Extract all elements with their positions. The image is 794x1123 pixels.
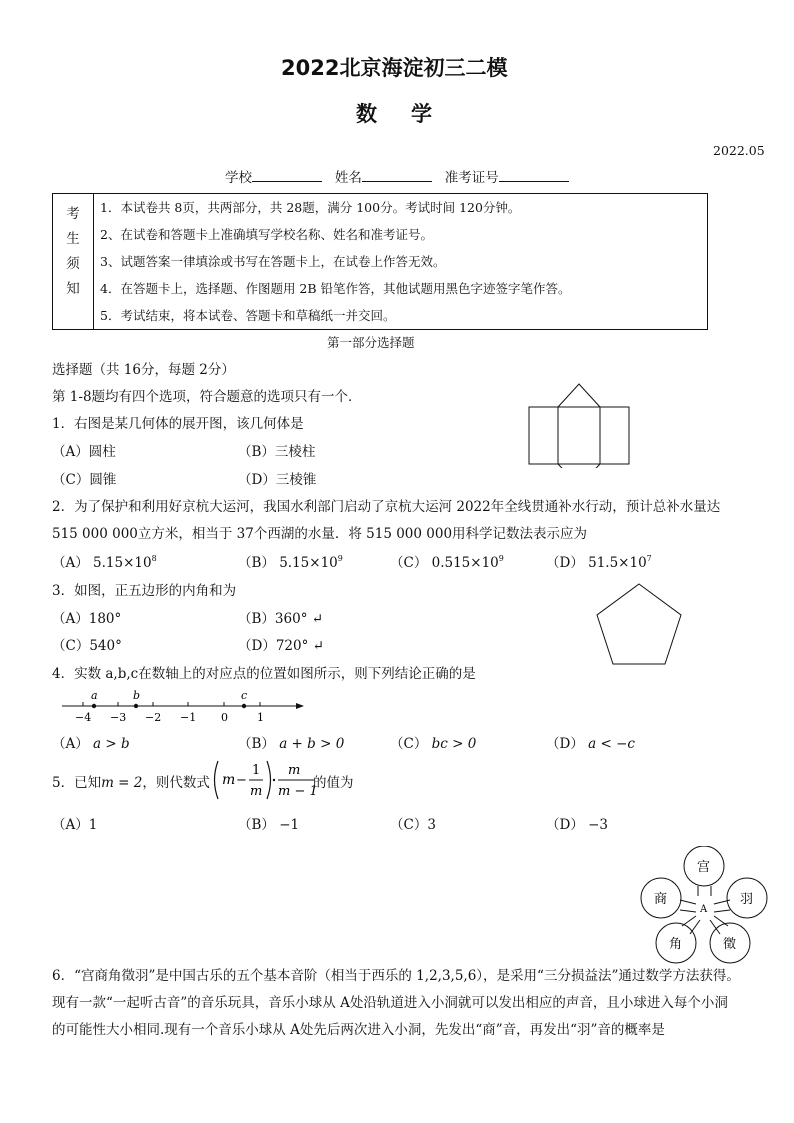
notice-rules <box>94 194 708 330</box>
pentagon-figure <box>592 580 686 670</box>
track-shang <box>680 900 696 912</box>
q4-option-b: （B） a + b > 0 <box>238 736 345 752</box>
school-label: 学校 <box>225 170 252 186</box>
net-top-triangle <box>558 384 600 407</box>
q6-line2: 现有一款“一起听古音”的音乐玩具，音乐小球从 A处沿轨道进入小洞就可以发出相应的声音，且小球进入每个小洞 <box>52 995 728 1011</box>
number-line-arrow <box>296 703 304 709</box>
q2-option-a: （A） $5.15\times 10^8$ <box>52 554 157 571</box>
q3-option-a: （A）180° <box>52 611 122 627</box>
number-line-point-b <box>134 704 138 708</box>
prism-net-figure <box>522 382 662 468</box>
note-jue: 角 <box>669 937 683 952</box>
q4-option-a: （A） a > b <box>52 736 130 752</box>
number-line-point-label: b <box>133 689 141 702</box>
regular-pentagon <box>597 584 681 664</box>
school-blank <box>252 169 322 182</box>
right-paren <box>267 761 271 799</box>
q3-option-b: （B）360° ↵ <box>238 611 324 627</box>
track-zhi <box>710 916 728 934</box>
net-bottom-triangle <box>558 464 600 468</box>
section-title: 选择题（共 16分，每题 2分） <box>52 362 235 378</box>
q4-option-d: （D） a < −c <box>546 736 635 752</box>
notice-rule: 4．在答题卡上，选择题、作图题用 2B 铅笔作答，其他试题用黑色字迹签字笔作答。 <box>100 281 571 296</box>
expr-numerator-2: m <box>288 763 301 778</box>
q5-option-b: （B） −1 <box>238 817 300 833</box>
expr-denominator-2: m − 1 <box>278 784 318 799</box>
q5-option-c: （C）3 <box>390 817 436 833</box>
notice-head-char: 生 <box>66 231 80 247</box>
exam-title: 2022北京海淀初三二模 <box>281 56 508 80</box>
note-zhi: 徵 <box>723 937 737 952</box>
q6-line1: 6．“宫商角徵羽”是中国古乐的五个基本音阶（相当于西乐的 1,2,3,5,6），是采用“三分损益法”通过数学方法获得。 <box>52 968 740 984</box>
number-line-tick-label: −2 <box>145 711 162 724</box>
q5-option-d: （D） −3 <box>546 817 609 833</box>
note-yu: 羽 <box>740 892 754 907</box>
q5-stem-pre: 5．已知m = 2，则代数式 <box>52 775 210 791</box>
number-line-tick-label: 1 <box>257 711 264 724</box>
q2-line1: 2．为了保护和利用好京杭大运河，我国水利部门启动了京杭大运河 2022年全线贯通补水行动，预计总补水量达 <box>52 499 721 515</box>
q2-option-c: （C） $0.515\times 10^9$ <box>390 554 504 571</box>
q1-option-a: （A）圆柱 <box>52 444 116 460</box>
section-instruction: 第 1-8题均有四个选项，符合题意的选项只有一个． <box>52 389 362 405</box>
notice-head-char: 须 <box>66 256 80 272</box>
number-line-tick-label: −3 <box>110 711 127 724</box>
id-label: 准考证号 <box>444 170 499 186</box>
q3-option-c: （C）540° <box>52 638 122 654</box>
id-blank <box>499 169 569 182</box>
q5-stem-post: 的值为 <box>313 775 354 791</box>
expr-numerator-1: 1 <box>252 763 261 778</box>
notice-head-char: 考 <box>66 206 80 222</box>
number-line-tick-label: −4 <box>75 711 92 724</box>
q5-condition: m = 2 <box>101 775 143 791</box>
q4-option-c: （C） bc > 0 <box>390 736 477 752</box>
q1-option-b: （B）三棱柱 <box>238 444 316 460</box>
notice-rule: 5．考试结束，将本试卷、答题卡和草稿纸一并交回。 <box>100 308 396 323</box>
left-paren <box>215 761 219 799</box>
note-shang: 商 <box>654 892 668 907</box>
number-line-point-label: c <box>241 689 248 702</box>
q3-option-d: （D）720° ↵ <box>238 638 324 654</box>
notice-rule: 2、在试卷和答题卡上准确填写学校名称、姓名和准考证号。 <box>100 227 433 242</box>
multiply-dot <box>273 779 275 781</box>
number-line-point-c <box>242 704 246 708</box>
q5-expression <box>210 758 322 802</box>
q2-option-b: （B） $5.15\times 10^9$ <box>238 554 343 571</box>
notice-heading <box>53 194 94 330</box>
notice-rule: 1．本试卷共 8页，共两部分，共 28题，满分 100分。考试时间 120分钟。 <box>100 200 521 215</box>
q2-line2: 515 000 000立方米，相当于 37个西湖的水量．将 515 000 000用科学记数法表示应为 <box>52 526 588 542</box>
name-blank <box>362 169 432 182</box>
number-line-tick-label: 0 <box>221 711 228 724</box>
q1-stem: 1．右图是某几何体的展开图，该几何体是 <box>52 416 304 432</box>
number-line-figure <box>58 688 308 724</box>
q4-stem: 4．实数 a,b,c在数轴上的对应点的位置如图所示，则下列结论正确的是 <box>52 666 476 682</box>
expr-m: m <box>222 772 236 788</box>
track-gong <box>698 886 711 896</box>
notice-table <box>52 193 708 330</box>
q1-option-d: （D）三棱锥 <box>238 472 317 488</box>
number-line-tick-label: −1 <box>180 711 197 724</box>
expr-denominator-1: m <box>250 784 263 799</box>
q3-stem: 3．如图，正五边形的内角和为 <box>52 583 237 599</box>
name-label: 姓名 <box>334 170 362 186</box>
q2-option-d: （D） $51.5\times 10^7$ <box>546 554 652 571</box>
q6-line3: 的可能性大小相同.现有一个音乐小球从 A处先后两次进入小洞，先发出“商”音，再发出“羽”音的概率是 <box>52 1022 665 1038</box>
expr-minus: − <box>236 773 247 788</box>
number-line-point-a <box>92 704 96 708</box>
exam-date: 2022.05 <box>713 143 765 158</box>
q1-option-c: （C）圆锥 <box>52 472 117 488</box>
part-heading: 第一部分选择题 <box>327 335 415 350</box>
info-fields <box>225 166 569 186</box>
net-rectangle <box>529 407 629 464</box>
q5-option-a: （A）1 <box>52 817 98 833</box>
notice-rule: 3、试题答案一律填涂或书写在答题卡上，在试卷上作答无效。 <box>100 254 446 269</box>
number-line-point-label: a <box>91 689 98 702</box>
subject-title: 数学 <box>356 102 466 126</box>
start-point-a: A <box>700 904 708 915</box>
note-gong: 宫 <box>697 860 711 875</box>
music-toy-figure <box>638 846 772 964</box>
notice-head-char: 知 <box>66 281 80 297</box>
